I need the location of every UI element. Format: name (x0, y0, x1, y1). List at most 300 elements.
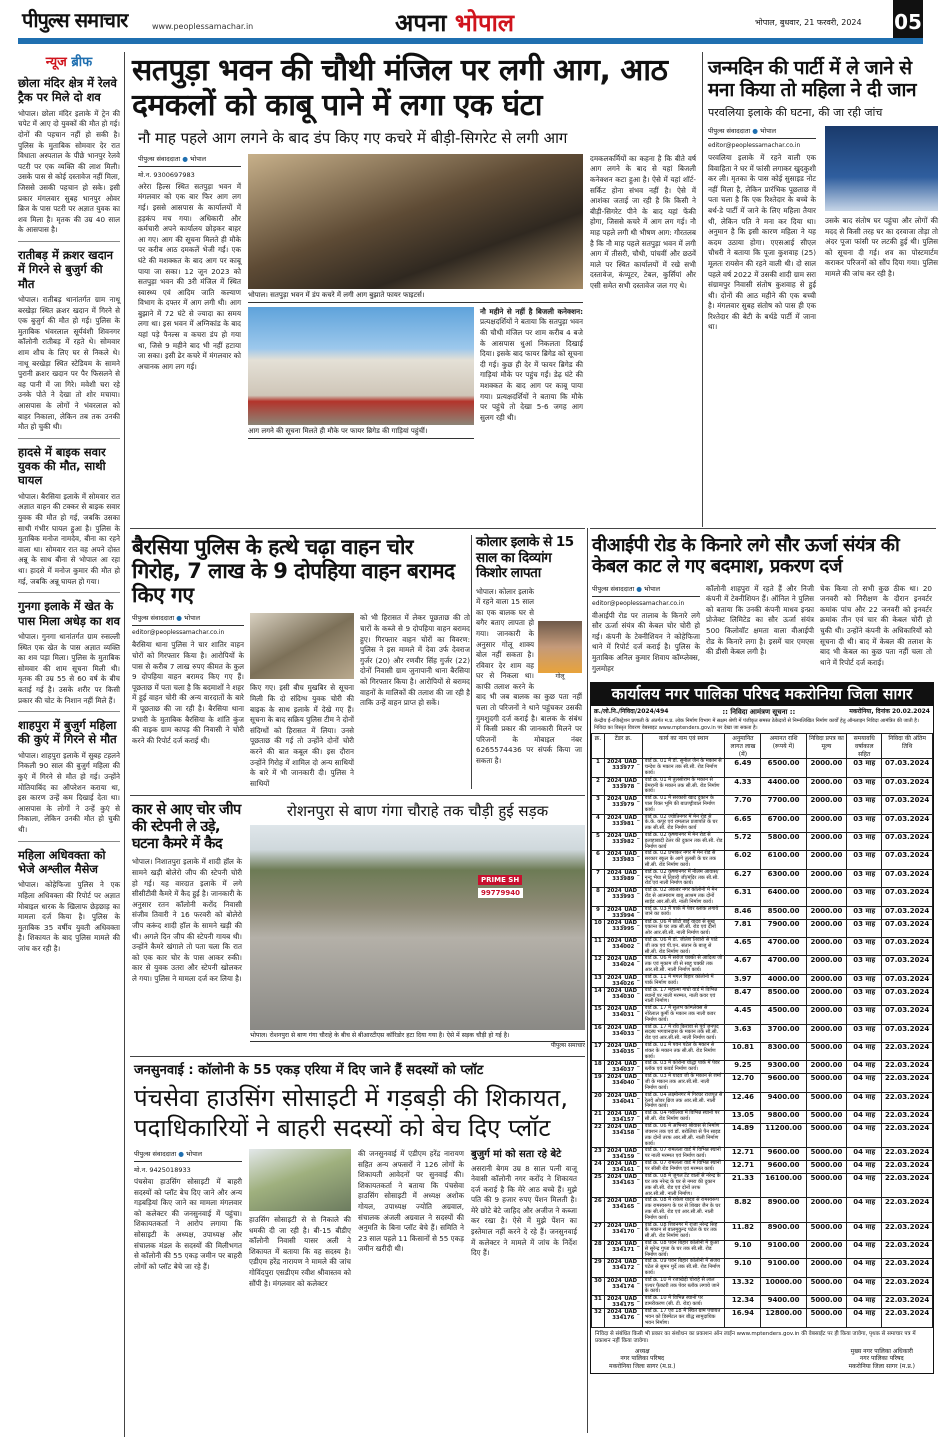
brief-divider (18, 592, 120, 593)
right-body-2: उसके बाद संतोष घर पहुंचा और लोगों की मदद से किसी तरह घर का दरवाजा तोड़ा तो अंदर पूजा फांसी पर लटकी हुई थी। पुलिस को सूचना दी गई। शव का पोस्टमार्टम कराकर परिजनों को सौंप दिया गया। पुलिस मामले की जांच कर रही है। (825, 215, 938, 278)
roshanpura-story (250, 802, 585, 1050)
earnest-money: 4500.00 (761, 1006, 806, 1024)
earnest-money: 9600.00 (761, 1074, 806, 1092)
lead-headline: सतपुड़ा भवन की चौथी मंजिल पर लगी आग, आठ दमकलों को काबू पाने में लगा एक घंटा (132, 53, 668, 123)
byline-place: भोपाल (184, 614, 201, 623)
row-number: 24 (592, 1161, 605, 1174)
table-row (592, 851, 933, 869)
last-date: 22.03.2024 (882, 1277, 933, 1295)
row-number: 25 (592, 1174, 605, 1198)
row-number: 8 (592, 888, 605, 906)
bairasia-body-3: को भी हिरासत में लेकर पूछताछ की तो चारों के कब्जे से 9 दोपहिया वाहन बरामद हुए। गिरफ्तार वाहन चोरों का विवरण: पुलिस ने इस मामले में देवा उर्फ देवराज गुर्जर (20) और रणवीर सिंह गुर्जर (22) दोनों निवासी ग्राम जुनापानी थाना बैरसिया को गिरफ्तार किया है। आरोपियों से बरामद वाहनों के मालिकों की तलाश की जा रही है ताकि उन्हें वाहन प्राप्त हो सकें। (360, 613, 470, 708)
estimated-cost: 6.49 (725, 759, 761, 777)
earnest-money: 4000.00 (761, 974, 806, 987)
estimated-cost: 4.33 (725, 777, 761, 795)
table-row (592, 919, 933, 937)
work-description: वार्ड क्र. 09 पवन बिहार कॉलोनी में संजय पटेल से सुमन मुर्दे तक सी.सी. रोड निर्माण कार्य। (642, 1259, 725, 1277)
tender-number: 2024_UAD_333995 (604, 919, 642, 937)
table-row (592, 1161, 933, 1174)
estimated-cost: 13.05 (725, 1111, 761, 1124)
estimated-cost: 12.71 (725, 1148, 761, 1161)
duration: 04 माह (847, 1092, 882, 1110)
work-description: वार्ड क्र. 06 में डॉ. जीतेश तिवारी से पांडे जी तक एवं पी.एन. संतान के बाजू से सी.सी. रोड निर्माण कार्य। (642, 937, 725, 955)
earnest-money: 7900.00 (761, 919, 806, 937)
table-row (592, 814, 933, 832)
notice-signatures (591, 1348, 933, 1374)
tender-number: 2024_UAD_334024 (604, 956, 642, 974)
duration: 04 माह (847, 1161, 882, 1174)
earnest-money: 4400.00 (761, 777, 806, 795)
news-brief-list (18, 76, 120, 955)
row-number: 3 (592, 796, 605, 814)
form-fee: 5000.00 (806, 1042, 846, 1060)
notice-date: मकरोनिया, दिनांक 20.02.2024 (849, 708, 930, 716)
bairasia-body-2: किए गए। इसी बीच मुखबिर से सूचना मिली कि दो संदिग्ध युवक चोरी की बाइक के साथ इलाके में देखे गए हैं। सूचना के बाद सक्रिय पुलिस टीम ने दोनों संदिग्धों को हिरासत में लिया। उनसे पूछताछ की गई तो उन्होंने दोनों चोरी करने की बात कबूल की। इस दौरान उन्होंने गिरोह में शामिल दो अन्य साथियों के बारे में भी जानकारी दी। पुलिस ने साथियों (250, 683, 354, 788)
work-description: वार्ड क्र. 06 में अभिनव श्रीवास से निर्माण जंक्शन तक एवं डॉ. बरोलिया से पैन साइड तक दोनों तरफ आर.सी.सी. नाली निर्माण कार्य। (642, 1124, 725, 1148)
duration: 04 माह (847, 1309, 882, 1327)
row-number: 23 (592, 1148, 605, 1161)
tender-number: 2024_UAD_333979 (604, 796, 642, 814)
tender-number: 2024_UAD_333982 (604, 833, 642, 851)
estimated-cost: 12.46 (725, 1092, 761, 1110)
news-brief-column (18, 52, 120, 955)
form-fee: 5000.00 (806, 1174, 846, 1198)
section-divider (130, 795, 585, 796)
estimated-cost: 6.27 (725, 869, 761, 887)
column-divider (702, 52, 703, 527)
issue-date: भोपाल, बुधवार, 21 फरवरी, 2024 (755, 18, 862, 27)
earnest-money: 16100.00 (761, 1174, 806, 1198)
estimated-cost: 4.67 (725, 956, 761, 974)
work-description: वार्ड क्र. 07 रामलला वार्ड में विभिन्न स्थानों पर सीसी रोड निर्माण एवं मरम्मत कार्य। (642, 1161, 725, 1174)
signature-line: मकरोनिया जिला सागर (म.प्र.) (848, 1362, 915, 1370)
estimated-cost: 6.02 (725, 851, 761, 869)
billboard-phone: 99779940 (478, 888, 523, 898)
tender-number: 2024_UAD_334158 (604, 1124, 642, 1148)
table-row (592, 1024, 933, 1042)
row-number: 1 (592, 759, 605, 777)
tender-number: 2024_UAD_334041 (604, 1092, 642, 1110)
duration: 03 माह (847, 1006, 882, 1024)
tender-number: 2024_UAD_334174 (604, 1277, 642, 1295)
work-description: वार्ड क्र. 10 में विभिन्न स्थानों पर डामरीकरण (सी. टी. रोड) कार्य। (642, 1296, 725, 1309)
form-fee: 5000.00 (806, 1148, 846, 1161)
work-description: वार्ड क्र. 17 महात्मा गांधी वार्ड में विभिन्न स्थानों पर नाली मरम्मत, नाली कवर एवं नाली निर्माण। (642, 987, 725, 1005)
earnest-money: 5800.00 (761, 833, 806, 851)
society-photo (249, 1149, 351, 1211)
estimated-cost: 5.72 (725, 833, 761, 851)
estimated-cost: 12.70 (725, 1074, 761, 1092)
tender-number: 2024_UAD_334030 (604, 987, 642, 1005)
section-divider (590, 528, 936, 529)
byline-name: पीपुल्स संवाददाता (134, 1150, 177, 1158)
earnest-money: 12800.00 (761, 1309, 806, 1327)
vip-story (590, 535, 936, 674)
estimated-cost: 8.82 (725, 1198, 761, 1222)
table-row (592, 1309, 933, 1327)
tender-number: 2024_UAD_334040 (604, 1074, 642, 1092)
kolar-headline: कोलार इलाके से 15 साल का दिव्यांग किशोर लापता (476, 534, 574, 582)
earnest-money: 6500.00 (761, 759, 806, 777)
right-body-1: परवलिया इलाके में रहने वाली एक विवाहिता ने घर में फांसी लगाकर खुदकुशी कर ली। मृतका के पास कोई सुसाइड नोट नहीं मिला है, लेकिन प्रारंभिक पूछताछ में पता चला है कि एक रिश्तेदार के बच्चे के बर्थ-डे पार्टी में जाने के लिए महिला तैयार थी, लेकिन पति ने मना कर दिया था। अनुमान है कि इसी कारण महिला ने यह कदम उठाया होगा। एएसआई सीएल चौधरी ने बताया कि पूजा कुशवाह (25) मूलतः रायसेन की रहने वाली थी। दो साल पहले वर्ष 2022 में उसकी शादी ग्राम सरा संग्रामपुर निवासी संतोष कुशवाह से हुई थी। दोनों की आठ महीने की एक बच्ची है। मंगलवार सुबह संतोष को पास ही एक रिश्तेदार की बेटी के बर्थडे पार्टी में जाना था। (708, 152, 816, 332)
bairasia-story (130, 535, 472, 789)
estimated-cost: 21.33 (725, 1174, 761, 1198)
earnest-money: 9400.00 (761, 1296, 806, 1309)
duration: 03 माह (847, 869, 882, 887)
form-fee: 2000.00 (806, 1061, 846, 1074)
duration: 03 माह (847, 956, 882, 974)
lead-story (132, 54, 698, 443)
notice-intro: केन्द्रीय ई-रजिस्ट्रेशन प्रणाली के अंतर्गत म.प्र. लोक निर्माण विभाग में सक्षम श्रेणी में पंजीकृत समस्त ठेकेदारों से निम्नलिखित निर्माण कार्यों हेतु ऑनलाइन निविदा आमंत्रित की जाती है। निविदा का विस्तृत विवरण वेबसाइट www.mptenders.gov.in पर देखा जा सकता है। (594, 718, 919, 731)
brief-headline: महिला अधिवक्ता को भेजे अश्लील मैसेज (18, 847, 106, 876)
tender-number: 2024_UAD_334002 (604, 937, 642, 955)
form-fee: 2000.00 (806, 851, 846, 869)
work-description: वार्ड क्र. 03 में यादव जी के मकान से शर्मा जी के मकान तक आर.सी.सी. नाली निर्माण कार्य। (642, 1074, 725, 1092)
row-number: 15 (592, 1006, 605, 1024)
brief-body: भोपाल। शाहपुरा इलाके में सुबह टहलने निकली 90 साल की बुजुर्ग महिला की कुएं में गिरने से मौत हो गई। उन्होंने मोतियाबिंद का ऑपरेशन कराया था, इस कारण उन्हें कम दिखाई देता था। आसपास के लोगों ने उन्हें कुएं से निकाला, लेकिन उनकी मौत हो चुकी थी। (18, 750, 120, 834)
row-number: 29 (592, 1259, 605, 1277)
brief-divider (18, 438, 120, 439)
tender-number: 2024_UAD_334163 (604, 1174, 642, 1198)
estimated-cost: 4.45 (725, 1006, 761, 1024)
estimated-cost: 9.10 (725, 1259, 761, 1277)
form-fee: 2000.00 (806, 919, 846, 937)
form-fee: 2000.00 (806, 1198, 846, 1222)
right-lower-column (590, 528, 936, 1374)
last-date: 07.03.2024 (882, 974, 933, 987)
tender-number: 2024_UAD_333989 (604, 869, 642, 887)
tender-number: 2024_UAD_334170 (604, 1222, 642, 1240)
work-description: वार्ड क्र. 10 में रजाखेड़ी चौराहे से लाल पत्थर फैक्टरी तक पेवर ब्लॉक लगाये जाने के कार्य। (642, 1277, 725, 1295)
satpura-bhawan-photo (248, 307, 474, 425)
table-row (592, 1259, 933, 1277)
notice-footer: निविदा से संबंधित किसी भी प्रकार का संशोधन का प्रकाशन ऑन लाईन www.mptenders.gov.in की वेबसाईट पर ही किया जावेगा, पृथक से समाचार पत्र में प्रकाशन नहीं किया जावेगा। (595, 1330, 916, 1344)
last-date: 22.03.2024 (882, 1198, 933, 1222)
work-description: वार्ड क्र. 01 में डॉ. सुनील जैन के मकान से चन्देश के मकान तक सी.सी. रोड निर्माण कार्य। (642, 759, 725, 777)
tender-number: 2024_UAD_333994 (604, 906, 642, 919)
table-row (592, 869, 933, 887)
right-headline: जन्मदिन की पार्टी में ले जाने से मना किया तो महिला ने दी जान (708, 57, 917, 101)
estimated-cost: 7.81 (725, 919, 761, 937)
tender-table (591, 733, 933, 1327)
duration: 03 माह (847, 796, 882, 814)
column-header: निविदा प्रपत्र का मूल्य (806, 734, 846, 759)
earnest-money: 7700.00 (761, 796, 806, 814)
car-body: भोपाल। निशातपुरा इलाके में शादी हॉल के सामने खड़ी बोलेरो जीप की स्टेपनी चोरी हो गई। यह वारदात इलाके में लगे सीसीटीवी कैमरे में कैद हुई है। जानकारी के अनुसार रतन कॉलोनी करोंद निवासी संजीव तिवारी ने 16 फरवरी को बोलेरो जीप करूंद शादी हॉल के सामने खड़ी की थी। अगले दिन जीप की स्टेपनी गायब थी। उन्होंने कैमरे खंगाले तो पता चला कि रात को एक कार चोर के पास आकर रुकी। कार से युवक उतरा और स्टेपनी खोलकर ले गया। पुलिस ने मामला दर्ज कर लिया है। (132, 857, 242, 983)
duration: 04 माह (847, 1174, 882, 1198)
kolar-story (472, 535, 582, 767)
column-header: अमानत राशि (रूपये में) (761, 734, 806, 759)
fire-fighters-photo (248, 154, 583, 289)
last-date: 22.03.2024 (882, 1061, 933, 1074)
earnest-money: 9300.00 (761, 1061, 806, 1074)
estimated-cost: 10.81 (725, 1042, 761, 1060)
form-fee: 2000.00 (806, 777, 846, 795)
work-description: वार्ड क्र. 17 में सुलभ कॉम्प्लेक्स से नोरेलाल कुर्मी के मकान तक नाली कवर निर्माण कार्य। (642, 1006, 725, 1024)
tender-number: 2024_UAD_334033 (604, 1024, 642, 1042)
bairasia-col1: पीपुल्स संवाददाता ● भोपाल editor@peoplessamachar.co.in बैरसिया थाना पुलिस ने चार शातिर वाहन चोरों को गिरफ्तार किया है। आरोपियों के पास से करीब 7 लाख रुपए कीमत के कुल 9 दोपहिया वाहन बरामद किए गए हैं। पूछताछ में पता चला है कि बदमाशों ने शहर में हुई वाहन चोरी की अन्य वारदातों के बारे में पूछताछ की जा रही है। बैरसिया थाना प्रभारी के मुताबिक बैरसिया के शांति कुंज की वाइक ग्राम कापड़ की निवासी ने चोरी करने की रिपोर्ट दर्ज कराई थी। (132, 614, 244, 745)
brief-headline: रातीबड़ में क्रशर खदान में गिरने से बुजुर्ग की मौत (18, 247, 114, 291)
row-number: 26 (592, 1198, 605, 1222)
middle-lower-column (130, 528, 585, 1289)
panchseva-sidebar (471, 1149, 577, 1259)
last-date: 22.03.2024 (882, 1174, 933, 1198)
row-number: 5 (592, 833, 605, 851)
tender-number: 2024_UAD_333983 (604, 851, 642, 869)
row-number: 2 (592, 777, 605, 795)
column-divider (587, 528, 588, 1433)
right-story (708, 58, 938, 333)
earnest-money: 11200.00 (761, 1124, 806, 1148)
roshanpura-caption: भोपाल। रोशनपुरा से बाण गंगा चौराहे के बीच से बीआरटीएस कॉरिडोर हटा दिया गया है। ऐसे में सड़क चौड़ी हो गई है। (250, 1032, 510, 1040)
brief-body: भोपाल। रातीबड़ थानांतर्गत ग्राम नाथू बरखेड़ा स्थित क्रशर खदान में गिरने से एक बुजुर्ग की मौत हो गई। पुलिस के मुताबिक भंवरलाल सूर्यवंशी शिवनगर कॉलोनी रातीबड़ में रहते थे। सोमवार शाम शौच के लिए घर से निकले थे। नाथू बरखेड़ा स्थित स्टेडियम के सामने पुरानी क्रशर खदान पर पैर फिसलने से वह पानी में जा गिरे। मवेशी चरा रहे उनके पोते ने देखा तो शोर मचाया। आसपास के लोगों ने भंवरलाल को बाहर निकाला, लेकिन तब तक उनकी मौत हो चुकी थी। (18, 295, 120, 432)
lead-body-1: अरेरा हिल्स स्थित सतपुड़ा भवन में मंगलवार को एक बार फिर आग लग गई। इससे आसपास के कार्यालयों में हड़कंप मच गया। अधिकारी और कर्मचारी अपने कार्यालय छोड़कर बाहर आ गए। आग की सूचना मिलते ही मौके पर करीब आठ दमकलें भेजी गईं। एक घंटे की मशक्कत के बाद आग पर काबू पाया जा सका। 12 जून 2023 को सतपुड़ा भवन की 3री मंजिल में स्थित स्वास्थ्य एवं आदिम जाति कल्याण विभाग के दफ्तर में आग लगी थी। आग बुझाने में 72 घंटे से ज्यादा का समय लगा था। इस भवन में अग्निकांड के बाद यहां पड़े पैनल्स व कचरा डंप हो गया था, जिसे 9 महीने बाद भी नहीं हटाया जा सका। इसी ढेर कचरे में मंगलवार को अचानक आग लग गई। (138, 181, 241, 371)
right-col1: पीपुल्स संवाददाता ● भोपाल editor@peoplessamachar.co.in परवलिया इलाके में रहने वाली एक विवाहिता ने घर में फांसी लगाकर खुदकुशी कर ली। मृतका के पास कोई सुसाइड नोट नहीं मिला है, लेकिन प्रारंभिक पूछताछ में पता चला है कि एक रिश्तेदार के बच्चे के बर्थ-डे पार्टी में जाने के लिए महिला तैयार थी, लेकिन पति ने मना कर दिया था। अनुमान है कि इसी कारण महिला ने यह कदम उठाया होगा। एएसआई सीएल चौधरी ने बताया कि पूजा कुशवाह (25) मूलतः रायसेन की रहने वाली थी। दो साल पहले वर्ष 2022 में उसकी शादी ग्राम सरा संग्रामपुर निवासी संतोष कुशवाह से हुई थी। दोनों की आठ महीने की एक बच्ची है। मंगलवार सुबह संतोष को पास ही एक रिश्तेदार की बेटी के बर्थडे पार्टी में जाना था। (708, 126, 816, 332)
estimated-cost: 16.94 (725, 1309, 761, 1327)
bairasia-body-1: बैरसिया थाना पुलिस ने चार शातिर वाहन चोरों को गिरफ्तार किया है। आरोपियों के पास से करीब 7 लाख रुपए कीमत के कुल 9 दोपहिया वाहन बरामद किए गए हैं। पूछताछ में पता चला है कि बदमाशों ने शहर में हुई वाहन चोरी की अन्य वारदातों के बारे में पूछताछ की जा रही है। बैरसिया थाना प्रभारी के मुताबिक बैरसिया के शांति कुंज की वाइक ग्राम कापड़ की निवासी ने चोरी करने की रिपोर्ट दर्ज कराई थी। (132, 640, 244, 745)
vip-col1: पीपुल्स संवाददाता ● भोपाल editor@peoplessamachar.co.in वीआईपी रोड पर तालाब के किनारे लगे सौर ऊर्जा संयंत्र की केबल चोर चोरी हो गई। कंपनी के टेक्नीशियन ने कोहेफिजा थाने में रिपोर्ट दर्ज कराई है। पुलिस के मुताबिक अनिल कुमार शिवाय कॉम्प्लेक्स, गुलमोहर (592, 584, 700, 673)
row-number: 6 (592, 851, 605, 869)
table-row (592, 1124, 933, 1148)
panchseva-headline: पंचसेवा हाउसिंग सोसाइटी में गड़बड़ी की शिकायत, पदाधिकारियों ने बाहरी सदस्यों को बेच दिए प्लॉट (134, 1084, 568, 1142)
work-description: वार्ड क्र. 04 गर्रोलिया में विभिन्न स्थानों पर सी.सी. रोड निर्माण कार्य। (642, 1111, 725, 1124)
last-date: 22.03.2024 (882, 1222, 933, 1240)
last-date: 22.03.2024 (882, 1042, 933, 1060)
table-row (592, 987, 933, 1005)
tender-number: 2024_UAD_333981 (604, 814, 642, 832)
earnest-money: 10000.00 (761, 1277, 806, 1295)
signature-line: मकरोनिया जिला सागर (म.प्र.) (609, 1362, 676, 1370)
tender-number: 2024_UAD_334175 (604, 1296, 642, 1309)
table-row (592, 1241, 933, 1259)
section-divider (130, 1056, 585, 1057)
duration: 03 माह (847, 833, 882, 851)
duration: 03 माह (847, 906, 882, 919)
last-date: 22.03.2024 (882, 1092, 933, 1110)
duration: 03 माह (847, 937, 882, 955)
last-date: 07.03.2024 (882, 987, 933, 1005)
form-fee: 5000.00 (806, 1124, 846, 1148)
column-header: कार्य का नाम एवं स्थान (642, 734, 725, 759)
form-fee: 2000.00 (806, 1006, 846, 1024)
vip-body-3: चेक किया तो सभी कुछ ठीक था। 20 जनवरी को निरीक्षण के दौरान इनवर्टर कमांक पांच और 22 जनवरी को इनवर्टर क्रमांक तीन एवं चार की केबल चोरी हो चुकी थी। उन्होंने कंपनी के अधिकारियों को सूचना दी थी। बाद में केबल की तलाश के बाद भी केबल का कुछ पता नहीं चला तो थाने में रिपोर्ट दर्ज कराई। (820, 583, 932, 667)
column-header: अनुमानित लागत लाख (में) (725, 734, 761, 759)
estimated-cost: 7.70 (725, 796, 761, 814)
sidebar-headline: बुजुर्ग मां को सता रहे बेटे (471, 1149, 562, 1160)
table-row (592, 759, 933, 777)
lead-byline: पीपुल्स संवाददाता ● भोपाल (138, 154, 241, 167)
last-date: 07.03.2024 (882, 851, 933, 869)
last-date: 22.03.2024 (882, 1074, 933, 1092)
table-row (592, 1042, 933, 1060)
billboard-sign: PRIME SH (478, 875, 522, 885)
last-date: 22.03.2024 (882, 1296, 933, 1309)
table-row (592, 937, 933, 955)
masthead-rule (18, 38, 923, 44)
tender-number: 2024_UAD_334037 (604, 1061, 642, 1074)
earnest-money: 6400.00 (761, 888, 806, 906)
duration: 04 माह (847, 1241, 882, 1259)
table-row (592, 833, 933, 851)
lead-body-2: प्रत्यक्षदर्शियों ने बताया कि सतपुड़ा भवन की चौथी मंजिल पर शाम करीब 4 बजे के आसपास धुआं निकलता दिखाई दिया। इसके बाद फायर ब्रिगेड को सूचना दी गई। कुछ ही देर में फायर ब्रिगेड की गाड़ियां मौके पर पहुंच गईं। डेढ़ घंटे की मशक्कत के बाद आग पर काबू पाया गया। प्रत्यक्षदर्शियों ने बताया कि मौके पर पहुंचे तो देखा 5-6 जगह आग सुलग रही थी। (480, 317, 583, 422)
work-description: वार्ड क्र. 01 में तुलसीराम के मकान से प्रेमरानी के मकान तक सी.सी. रोड निर्माण कार्य। (642, 777, 725, 795)
estimated-cost: 14.89 (725, 1124, 761, 1148)
tender-number: 2024_UAD_334157 (604, 1111, 642, 1124)
work-description: वार्ड क्र. 03 में कोरोना योद्धा पार्क में पेवर ब्लॉक एवं कवर्ड निर्माण कार्य। (642, 1061, 725, 1074)
last-date: 07.03.2024 (882, 796, 933, 814)
arrested-thieves-photo (250, 613, 354, 679)
estimated-cost: 11.82 (725, 1222, 761, 1240)
row-number: 18 (592, 1061, 605, 1074)
tender-number: 2024_UAD_333993 (604, 888, 642, 906)
lead-middle (248, 154, 583, 443)
form-fee: 2000.00 (806, 759, 846, 777)
earnest-money: 8500.00 (761, 906, 806, 919)
last-date: 07.03.2024 (882, 906, 933, 919)
signature-line: अध्यक्ष (634, 1347, 650, 1355)
estimated-cost: 3.97 (725, 974, 761, 987)
signature-line: मुख्य नगर पालिका अधिकारी (850, 1347, 913, 1355)
work-description: वार्ड क्र. 02 अकबर नगर कॉलोनी में मेन रोड से आत्माराम बाबू आश्रम तक दोनों साईड आर.सी.सी. नाली निर्माण कार्य। (642, 888, 725, 906)
brief-body: भोपाल। गुनगा थानांतर्गत ग्राम रुसल्ली स्थित एक खेत के पास अज्ञात व्यक्ति का शव पड़ा मिला। पुलिस के मुताबिक सोमवार की शाम सूचना मिली थी। मृतक की उम्र 55 से 60 वर्ष के बीच बताई गई है। उसके शरीर पर किसी प्रकार की चोट के निशान नहीं मिले हैं। (18, 631, 120, 705)
brief-headline: छोला मंदिर क्षेत्र में रेलवे ट्रैक पर मिले दो शव (18, 76, 117, 105)
row-number: 17 (592, 1042, 605, 1060)
duration: 04 माह (847, 1124, 882, 1148)
panchseva-story (130, 1063, 585, 1289)
column-header: क्र. (592, 734, 605, 759)
work-description: वार्ड क्र. 04 लक्ष्मीनगर में गिरधर राजपूत से रेलवे ओवर ब्रिज तक आर.सी.सी. नाली निर्माण कार्य। (642, 1092, 725, 1110)
duration: 03 माह (847, 888, 882, 906)
table-row (592, 888, 933, 906)
earnest-money: 9600.00 (761, 1148, 806, 1161)
work-description: वार्ड क्र. 08 पवन बिहार कॉलोनी में कुंआ से सुरेन्द्र गुप्ता के घर तक सी.सी. रोड निर्माण कार्य। (642, 1241, 725, 1259)
signature-right (849, 1348, 915, 1371)
earnest-money: 8900.00 (761, 1198, 806, 1222)
lead-subhead: नौ माह पहले आग लगने के बाद डंप किए गए कचरे में बीड़ी-सिगरेट से लगी आग (138, 129, 568, 147)
byline-place: भोपाल (644, 584, 661, 593)
brief-body: भोपाल। छोला मंदिर इलाके में ट्रेन की चपेट में आए दो युवकों की मौत हो गई। दोनों की पहचान नहीं हो सकी है। पुलिस के मुताबिक सोमवार देर रात विधाता अस्पताल के पीछे भानपुर रेलवे पटरी पर एक व्यक्ति की लाश मिली। उसके पास से कोई दस्तावेज नहीं मिला, जिससे उसकी पहचान हो सके। इसी प्रकार मंगलवार सुबह भानपुर ओवर ब्रिज के पास पटरी पर अज्ञात युवक का शव मिला है। मृतक की उम्र 40 साल के आसपास है। (18, 108, 120, 235)
signature-left (609, 1348, 675, 1371)
earnest-money: 9600.00 (761, 1161, 806, 1174)
vip-body-1: वीआईपी रोड पर तालाब के किनारे लगे सौर ऊर्जा संयंत्र की केबल चोर चोरी हो गई। कंपनी के टेक्नीशियन ने कोहेफिजा थाने में रिपोर्ट दर्ज कराई है। पुलिस के मुताबिक अनिल कुमार शिवाय कॉम्प्लेक्स, गुलमोहर (592, 610, 700, 673)
table-row (592, 1222, 933, 1240)
table-row (592, 777, 933, 795)
tender-number: 2024_UAD_334031 (604, 1006, 642, 1024)
widened-road-photo (250, 825, 585, 1030)
duration: 03 माह (847, 851, 882, 869)
earnest-money: 3700.00 (761, 1024, 806, 1042)
kolar-body-wrap (476, 587, 582, 767)
estimated-cost: 12.34 (725, 1296, 761, 1309)
brief-body: भोपाल। कोहेफिजा पुलिस ने एक महिला अधिवक्ता की रिपोर्ट पर अज्ञात मोबाइल धारक के खिलाफ छेड़छाड़ का मामला दर्ज किया है। पुलिस के मुताबिक 35 वर्षीय युवती अधिवक्ता है। शिकायत के बाद पुलिस मामले की जांच कर रही है। (18, 880, 120, 953)
duration: 04 माह (847, 1148, 882, 1161)
duration: 03 माह (847, 919, 882, 937)
tender-number: 2024_UAD_334161 (604, 1161, 642, 1174)
row-number: 7 (592, 869, 605, 887)
panchseva-body-2: हाउसिंग सोसाइटी से से निकाले की धमकी दी जा रही है। बी-15 बीडीए कॉलोनी निवासी यासर अली ने शिकायत में बताया कि वह सदस्य है। एडीएम हरेंद्र नारायण ने मामले की जांच गोविंदपुरा एसडीएम रवीश श्रीवास्तव को सौंपी है। मंगलवार को कलेक्टर (249, 1215, 351, 1288)
last-date: 22.03.2024 (882, 1148, 933, 1161)
panchseva-body-3: की जनसुनवाई में एडीएम हरेंद्र नारायण सहित अन्य अफसरों ने 126 लोगों के शिकायती आवेदनों पर सुनवाई की। शिकायतकर्ता ने बताया कि पंचसेवा हाउसिंग सोसाइटी में अध्यक्ष अशोक गोयल, उपाध्यक्ष ज्योति अग्रवाल, संचालक अंजली अग्रवाल ने सदस्यों की अनुमति के बिना प्लॉट बेचे हैं। समिति ने 23 साल पहले 11 किसानों से 55 एकड़ जमीन खरीदी थी। (358, 1149, 464, 1254)
table-row (592, 956, 933, 974)
row-number: 9 (592, 906, 605, 919)
form-fee: 5000.00 (806, 1092, 846, 1110)
column-header: निविदा की अंतिम तिथि (882, 734, 933, 759)
earnest-money: 6700.00 (761, 814, 806, 832)
duration: 04 माह (847, 1222, 882, 1240)
photo-credit: पीपुल्स समाचार (250, 1041, 585, 1050)
website-url: www.peoplessamachar.in (152, 22, 254, 31)
car-headline: कार से आए चोर जीप की स्टेपनी ले उड़े, घटना कैमरे में कैद (132, 802, 241, 852)
row-number: 20 (592, 1092, 605, 1110)
row-number: 19 (592, 1074, 605, 1092)
column-header: टेंडर क्र. (604, 734, 642, 759)
news-brief-title (18, 52, 120, 70)
missing-boy-figure (538, 621, 582, 681)
table-row (592, 906, 933, 919)
estimated-cost: 9.25 (725, 1061, 761, 1074)
brief-divider (18, 711, 120, 712)
sidebar-body: असरानी बेगम उम्र 8 साल पत्नी वाजू नेवासी कॉलोनी नगर करोंद ने शिकायत दर्ज कराई है कि मेरे आठ बच्चे हैं। मुझे पति की 9 हजार रुपए पेंशन मिलती है। मेरे छोटे बेटे जाहिद और अजीज ने कब्जा कर रखा है। ऐसे में मुझे पेंशन का इस्तेमाल नहीं करने दे रहे हैं। जनसुनवाई में कलेक्टर ने मामले में जांच के निर्देश दिए हैं। (471, 1163, 577, 1258)
work-description: वार्ड क्र. 08 शिवनगर में राजा नरेन्द्र सिंह के मकान से बालमुकुन्द पटेल के घर तक सी.सी. रोड निर्माण कार्य। (642, 1222, 725, 1240)
form-fee: 5000.00 (806, 1161, 846, 1174)
estimated-cost: 4.65 (725, 937, 761, 955)
duration: 03 माह (847, 814, 882, 832)
estimated-cost: 3.63 (725, 1024, 761, 1042)
form-fee: 2000.00 (806, 814, 846, 832)
duration: 04 माह (847, 1111, 882, 1124)
duration: 04 माह (847, 1061, 882, 1074)
byline-name: पीपुल्स संवाददाता (138, 154, 181, 163)
table-row (592, 1111, 933, 1124)
form-fee: 2000.00 (806, 906, 846, 919)
panchseva-kicker: जनसुनवाई : कॉलोनी के 55 एकड़ एरिया में दिए जाने हैं सदस्यों को प्लॉट (134, 1063, 484, 1079)
earnest-money: 8900.00 (761, 1222, 806, 1240)
byline-name: पीपुल्स संवाददाता (708, 126, 751, 135)
earnest-money: 9800.00 (761, 1111, 806, 1124)
table-row (592, 1092, 933, 1110)
estimated-cost: 9.10 (725, 1241, 761, 1259)
byline-place: भोपाल (760, 126, 777, 135)
form-fee: 5000.00 (806, 1074, 846, 1092)
last-date: 07.03.2024 (882, 1024, 933, 1042)
last-date: 22.03.2024 (882, 1241, 933, 1259)
brief-body: भोपाल। बैरसिया इलाके में सोमवार रात अज्ञात वाहन की टक्कर से बाइक सवार युवक की मौत हो गई, जबकि उसका साथी गंभीर घायल हुआ है। पुलिस के मुताबिक मनोज नामदेव, बीना का रहने वाला था। सोमवार रात वह अपने दोस्त अन्नू के साथ बीना से भोपाल आ रहा था। हादसे में मनोज कुमार की मौत हो गई, जबकि अन्नू घायल हो गया। (18, 491, 120, 586)
duration: 04 माह (847, 1277, 882, 1295)
last-date: 07.03.2024 (882, 956, 933, 974)
form-fee: 2000.00 (806, 888, 846, 906)
tender-number: 2024_UAD_334165 (604, 1198, 642, 1222)
tender-number: 2024_UAD_334035 (604, 1042, 642, 1060)
work-description: वार्ड क्र. 06 में सरोज चक्की से आदित्य जी तक एवं मुकाम जी से साहू चक्की तक आर.सी.सी. नाली निर्माण कार्य। (642, 956, 725, 974)
tender-number: 2024_UAD_333978 (604, 777, 642, 795)
work-description: वार्ड क्र. 17 में रवि किरावा से पूर्व जनपद सदस्य भगवानदास के मकान तक सी.सी. रोड एवं आर.सी.सी. नाली निर्माण कार्य। (642, 1024, 725, 1042)
last-date: 07.03.2024 (882, 919, 933, 937)
earnest-money: 8500.00 (761, 987, 806, 1005)
tender-number: 2024_UAD_334171 (604, 1241, 642, 1259)
car-story (130, 802, 242, 984)
section-title-b: भोपाल (454, 9, 515, 37)
missing-boy-photo (538, 621, 582, 673)
work-description: वार्ड क्र. 07 रामलला वार्ड में विभिन्न स्थानों पर नाली मरम्मत एवं निर्माण कार्य। (642, 1148, 725, 1161)
table-header-row (592, 734, 933, 759)
last-date: 07.03.2024 (882, 888, 933, 906)
table-row (592, 1061, 933, 1074)
table-row (592, 1148, 933, 1161)
vip-body-2: कॉलोनी शाहपुरा में रहते हैं और निजी कंपनी में टेक्नीशियन हैं। ऑनिल ने पुलिस को बताया कि उनकी कंपनी माधव इन्फ्रा प्रोजेक्ट लिमिटेड का सौर ऊर्जा संयंत्र 500 किलोवॉट क्षमता वाला वीआईपी रोड के किनारे लगा है। इसमें चार एमएस की डीसी केबल लगी है। (706, 583, 814, 657)
missing-boy-label: गोलू (555, 672, 565, 680)
bairasia-email: editor@peoplessamachar.co.in (132, 629, 225, 637)
estimated-cost: 8.47 (725, 987, 761, 1005)
